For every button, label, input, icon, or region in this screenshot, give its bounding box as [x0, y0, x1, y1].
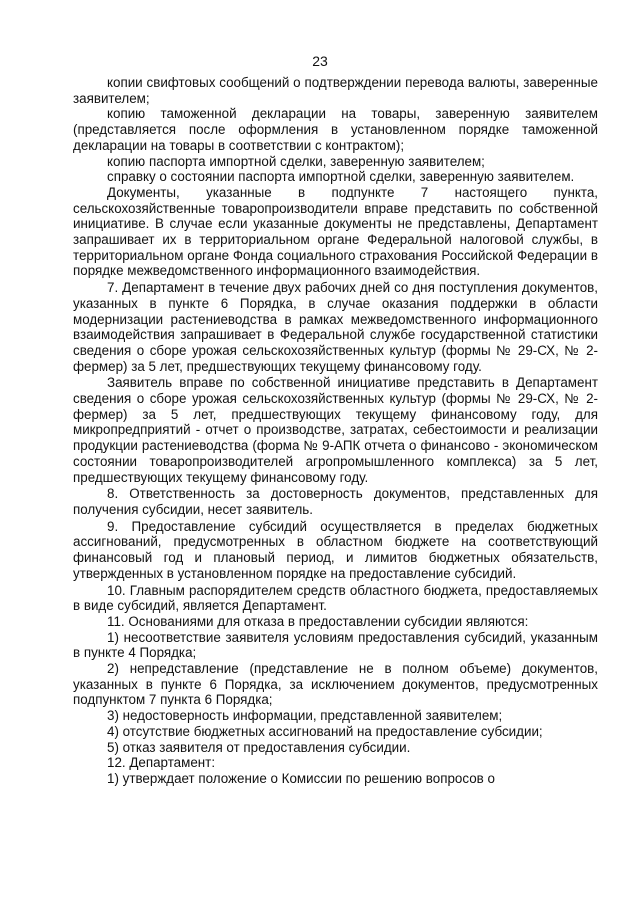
paragraph-applicant-right: Заявитель вправе по собственной инициативе представить в Департамент сведения о сборе урожая сельскохозяйственных культур (формы № 29-СХ, № 2-фермер) за 5 лет, предшествующих текущему финансовому году, для микропредприятий - отчет о производстве, затратах, себестоимости и реализации продукции растениеводства (форма № 9-АПК отчета о финансово - экономическом состоянии товаропроизводителей агропромышленного комплекса) за 5 лет, предшествующих текущему финансовому году. — [73, 375, 598, 485]
paragraph-item-11-2: 2) непредставление (представление не в полном объеме) документов, указанных в пункте 6 Порядка, за исключением документов, предусмотренных подпунктом 7 пункта 6 Порядка; — [73, 661, 598, 708]
paragraph-item-8: 8. Ответственность за достоверность документов, представленных для получения субсидии, несет заявитель. — [73, 486, 598, 517]
page-number: 23 — [312, 53, 328, 69]
paragraph-swift-copies: копии свифтовых сообщений о подтверждении перевода валюты, заверенные заявителем; — [73, 75, 598, 106]
paragraph-item-11-3: 3) недостоверность информации, представленной заявителем; — [107, 708, 503, 724]
paragraph-item-12: 12. Департамент: — [107, 755, 216, 771]
paragraph-import-passport-copy: копию паспорта импортной сделки, заверенную заявителем; — [107, 153, 485, 169]
paragraph-item-7: 7. Департамент в течение двух рабочих дней со дня поступления документов, указанных в пункте 6 Порядка, в случае оказания поддержки в области модернизации растениеводства в рамках межведомственного информационного взаимодействия запрашивает в Федеральной службе государственной статистики сведения о сборе урожая сельскохозяйственных культур (формы № 29-СХ, № 2-фермер) за 5 лет, предшествующих текущему финансовому году. — [73, 280, 598, 374]
paragraph-item-11: 11. Основаниями для отказа в предоставлении субсидии являются: — [107, 613, 529, 629]
paragraph-item-11-4: 4) отсутствие бюджетных ассигнований на предоставление субсидии; — [107, 723, 543, 739]
paragraph-customs-declaration: копию таможенной декларации на товары, заверенную заявителем (представляется после оформления в установленном порядке таможенной декларации на товары в соответствии с контрактом); — [73, 106, 598, 153]
document-body — [73, 75, 598, 787]
paragraph-documents-initiative: Документы, указанные в подпункте 7 настоящего пункта, сельскохозяйственные товаропроизводители вправе представить по собственной инициативе. В случае если указанные документы не представлены, Департамент запрашивает их в территориальном органе Федеральной налоговой службы, в территориальном органе Фонда социального страхования Российской Федерации в порядке межведомственного информационного взаимодействия. — [73, 184, 598, 279]
paragraph-import-passport-status: справку о состоянии паспорта импортной сделки, заверенную заявителем. — [107, 169, 575, 185]
paragraph-item-10: 10. Главным распорядителем средств областного бюджета, предоставляемых в виде субсидий, является Департамент. — [73, 582, 598, 614]
paragraph-item-11-5: 5) отказ заявителя от предоставления субсидии. — [107, 739, 411, 755]
paragraph-item-11-1: 1) несоответствие заявителя условиям предоставления субсидий, указанным в пункте 4 Порядка; — [73, 629, 598, 661]
paragraph-item-9: 9. Предоставление субсидий осуществляется в пределах бюджетных ассигнований, предусмотренных в областном бюджете на соответствующий финансовый год и плановый период, и лимитов бюджетных обязательств, утвержденных в установленном порядке на предоставление субсидий. — [73, 518, 598, 581]
paragraph-item-12-1: 1) утверждает положение о Комиссии по решению вопросов о — [107, 770, 495, 786]
